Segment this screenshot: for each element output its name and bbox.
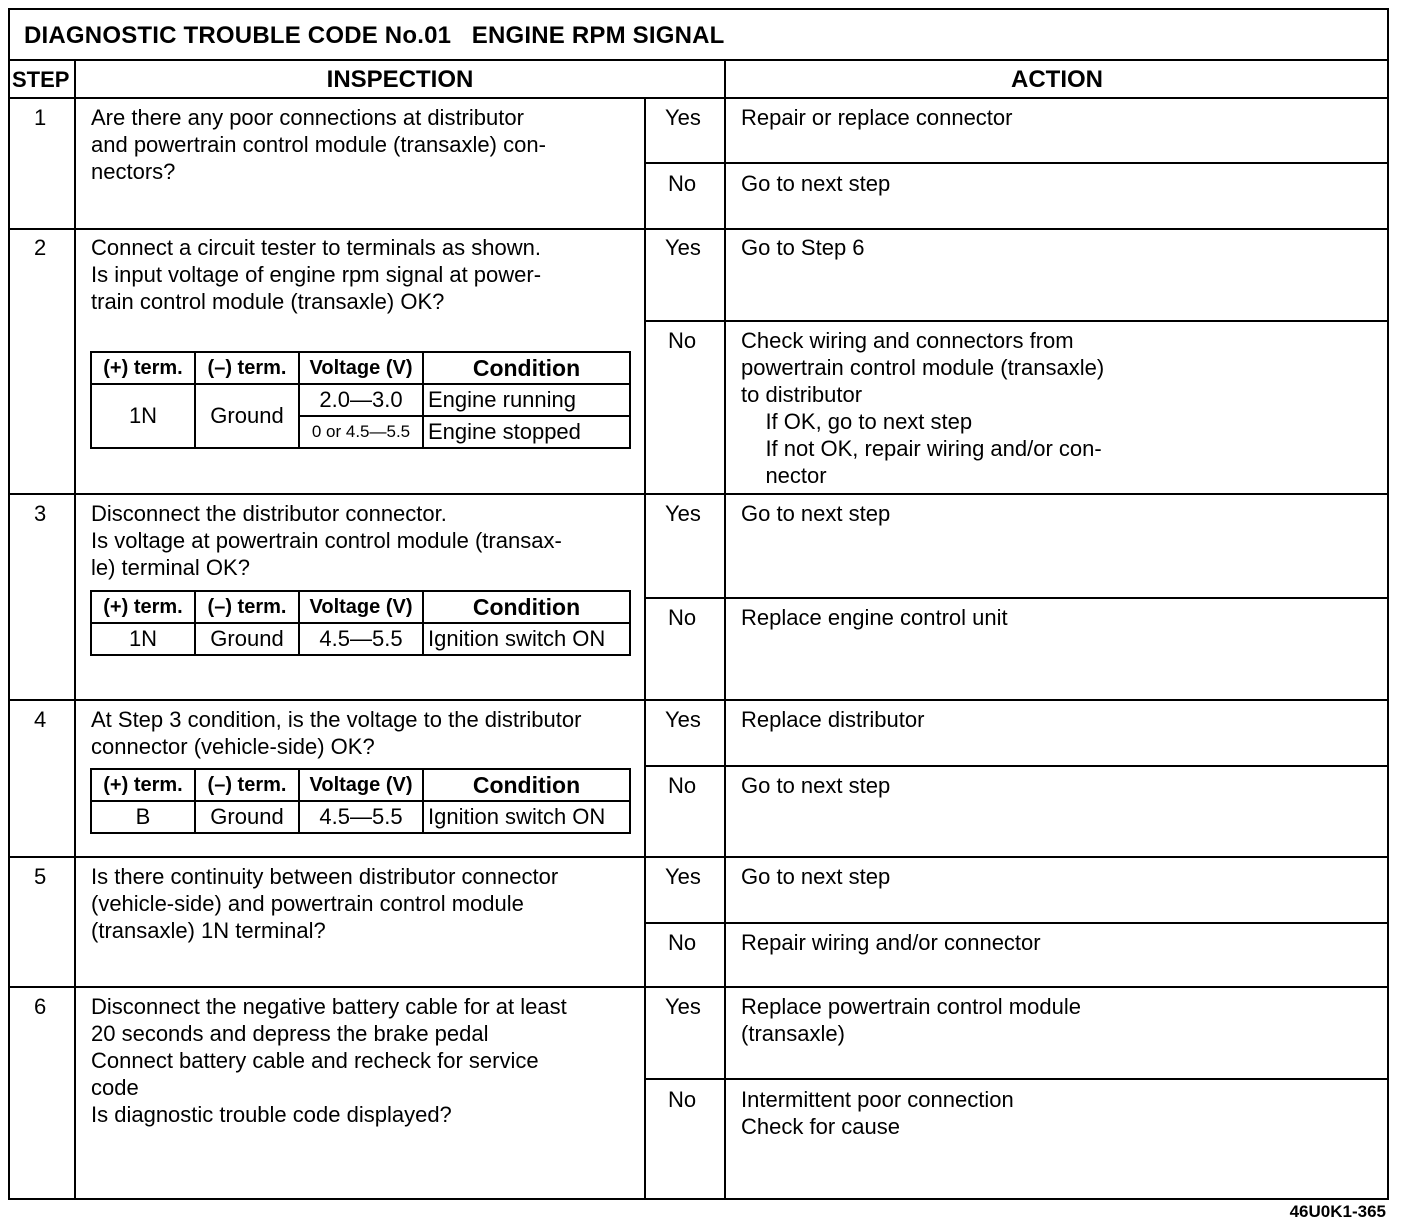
condition-value: Ignition switch ON (423, 801, 630, 833)
inspection-text: Disconnect the negative battery cable for at least 20 seconds and depress the brake pedal Connect battery cable and recheck for service code Is diagnostic trouble code displayed? (91, 994, 567, 1127)
voltage-table (90, 590, 631, 656)
row-divider (8, 228, 1389, 230)
yesno-column-divider (644, 98, 646, 1200)
row-divider (8, 493, 1389, 495)
yes-label: Yes (665, 994, 701, 1019)
plus-term-value: 1N (91, 623, 195, 655)
row-divider (8, 856, 1389, 858)
no-action: Check wiring and connectors from powertrain control module (transaxle) to distributor If OK, go to next step If not OK, repair wiring and/or con- nector (741, 328, 1105, 488)
voltage-value: 0 or 4.5—5.5 (299, 416, 423, 448)
no-action: Intermittent poor connection Check for cause (741, 1087, 1014, 1139)
step-number: 6 (34, 994, 47, 1019)
yes-label: Yes (665, 707, 701, 732)
yes-label: Yes (665, 235, 701, 260)
yes-action: Go to next step (741, 864, 891, 889)
voltage-value: 4.5—5.5 (299, 801, 423, 833)
voltage-table (90, 351, 631, 449)
yes-action: Go to next step (741, 501, 891, 526)
title-divider (8, 59, 1389, 61)
figure-code: 46U0K1-365 (1289, 1202, 1386, 1221)
minus-term-value: Ground (195, 623, 299, 655)
yes-label: Yes (665, 501, 701, 526)
yes-no-divider (645, 765, 1389, 767)
yes-label: Yes (665, 864, 701, 889)
row-divider (8, 699, 1389, 701)
minus-term-header: (–) term. (195, 769, 299, 801)
action-header: ACTION (1011, 66, 1103, 93)
plus-term-header: (+) term. (91, 769, 195, 801)
condition-header: Condition (423, 591, 630, 623)
inspection-text: Connect a circuit tester to terminals as shown. Is input voltage of engine rpm signal at power- train control module (transaxle) OK? (91, 235, 542, 314)
condition-value: Ignition switch ON (423, 623, 630, 655)
no-action: Replace engine control unit (741, 605, 1008, 630)
yes-action: Replace distributor (741, 707, 925, 732)
no-action: Go to next step (741, 773, 891, 798)
voltage-value: 2.0—3.0 (299, 384, 423, 416)
plus-term-header: (+) term. (91, 352, 195, 384)
yes-no-divider (645, 922, 1389, 924)
header-divider (8, 97, 1389, 99)
plus-term-value: B (91, 801, 195, 833)
no-action: Go to next step (741, 171, 891, 196)
step-number: 5 (34, 864, 47, 889)
plus-term-header: (+) term. (91, 591, 195, 623)
inspection-column-divider (724, 60, 726, 1200)
yes-label: Yes (665, 105, 701, 130)
no-label: No (668, 1087, 697, 1112)
yes-no-divider (645, 1078, 1389, 1080)
yes-no-divider (645, 320, 1389, 322)
minus-term-value: Ground (195, 384, 299, 448)
step-number: 1 (34, 105, 47, 130)
condition-value: Engine stopped (423, 416, 630, 448)
minus-term-value: Ground (195, 801, 299, 833)
minus-term-header: (–) term. (195, 591, 299, 623)
condition-value: Engine running (423, 384, 630, 416)
yes-action: Repair or replace connector (741, 105, 1013, 130)
inspection-text: Are there any poor connections at distributor and powertrain control module (transaxle) con- nectors? (91, 105, 546, 184)
voltage-value: 4.5—5.5 (299, 623, 423, 655)
inspection-text: At Step 3 condition, is the voltage to the distributor connector (vehicle-side) OK? (91, 707, 582, 759)
no-label: No (668, 930, 697, 955)
no-label: No (668, 328, 697, 353)
yes-no-divider (645, 597, 1389, 599)
condition-header: Condition (423, 352, 630, 384)
no-action: Repair wiring and/or connector (741, 930, 1041, 955)
step-column-divider (74, 60, 76, 1200)
no-label: No (668, 773, 697, 798)
yes-action: Replace powertrain control module (transaxle) (741, 994, 1081, 1046)
voltage-header: Voltage (V) (299, 769, 423, 801)
step-header: STEP (12, 67, 70, 92)
voltage-header: Voltage (V) (299, 591, 423, 623)
step-number: 4 (34, 707, 47, 732)
yes-action: Go to Step 6 (741, 235, 865, 260)
minus-term-header: (–) term. (195, 352, 299, 384)
yes-no-divider (645, 162, 1389, 164)
plus-term-value: 1N (91, 384, 195, 448)
condition-header: Condition (423, 769, 630, 801)
row-divider (8, 986, 1389, 988)
step-number: 2 (34, 235, 47, 260)
no-label: No (668, 605, 697, 630)
inspection-text: Disconnect the distributor connector. Is voltage at powertrain control module (transax- le) terminal OK? (91, 501, 562, 580)
no-label: No (668, 171, 697, 196)
inspection-text: Is there continuity between distributor connector (vehicle-side) and powertrain control module (transaxle) 1N terminal? (91, 864, 559, 943)
voltage-table (90, 768, 631, 834)
step-number: 3 (34, 501, 47, 526)
inspection-header: INSPECTION (326, 66, 474, 93)
voltage-header: Voltage (V) (299, 352, 423, 384)
page-title: DIAGNOSTIC TROUBLE CODE No.01 ENGINE RPM SIGNAL (24, 22, 725, 49)
